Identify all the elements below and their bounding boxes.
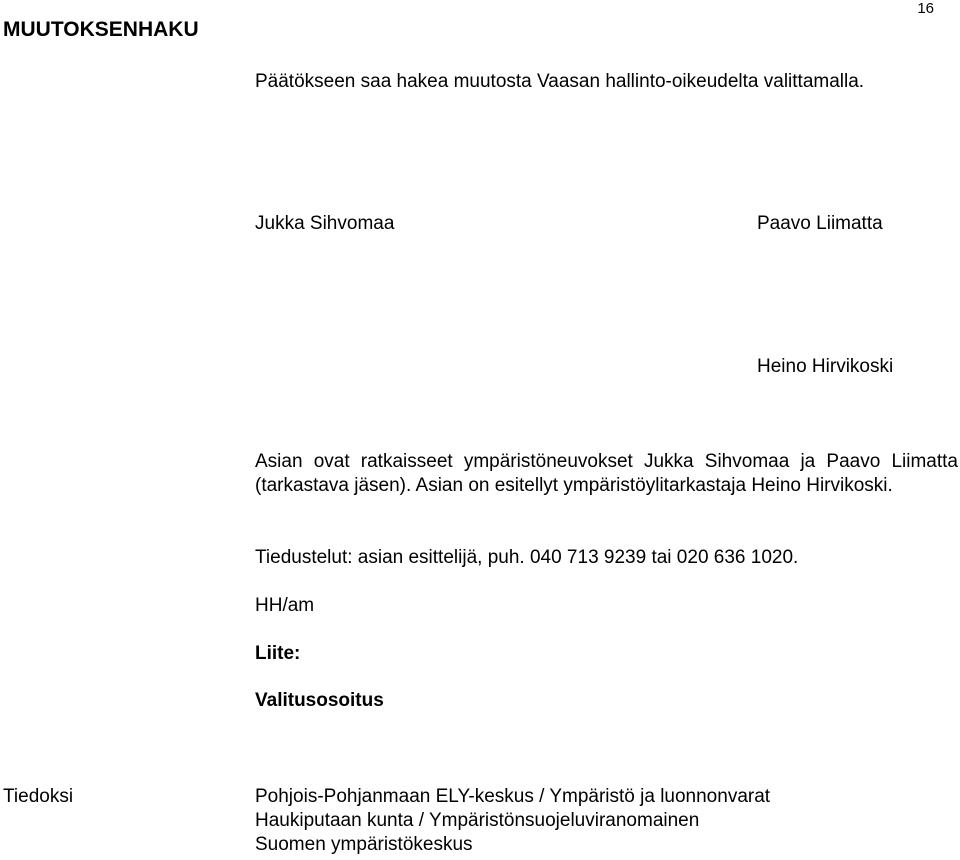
- inquiries-line: Tiedustelut: asian esittelijä, puh. 040 713 9239 tai 020 636 1020.: [255, 547, 799, 568]
- attachment-label: Liite:: [255, 643, 301, 664]
- attachment-item: Valitusosoitus: [255, 690, 384, 711]
- signature-left: Jukka Sihvomaa: [255, 213, 395, 234]
- notice-label: Tiedoksi: [3, 786, 74, 807]
- initials: HH/am: [255, 595, 315, 616]
- page-number: 16: [917, 0, 934, 17]
- appeal-instruction: Päätökseen saa hakea muutosta Vaasan hallinto-oikeudelta valittamalla.: [255, 71, 865, 92]
- section-heading: MUUTOKSENHAKU: [3, 18, 199, 41]
- decision-paragraph: Asian ovat ratkaisseet ympäristöneuvokset Jukka Sihvomaa ja Paavo Liimatta (tarkastava jäsen). Asian on esitellyt ympäristöylitarkastaja Heino Hirvikoski.: [255, 451, 958, 496]
- signature-presenter: Heino Hirvikoski: [757, 356, 894, 377]
- recipient-item: Pohjois-Pohjanmaan ELY-keskus / Ympäristö ja luonnonvarat: [255, 786, 771, 807]
- recipient-item: Suomen ympäristökeskus: [255, 834, 473, 855]
- signature-right: Paavo Liimatta: [757, 213, 883, 234]
- recipient-item: Haukiputaan kunta / Ympäristönsuojeluviranomainen: [255, 810, 700, 831]
- recipient-list: [255, 785, 770, 857]
